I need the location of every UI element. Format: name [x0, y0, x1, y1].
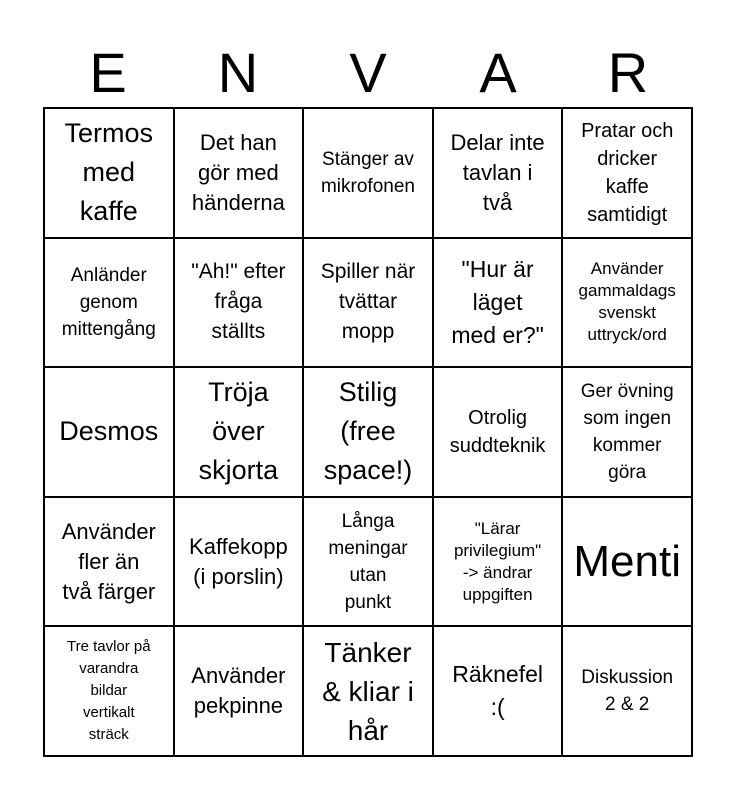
bingo-cell[interactable]: Tröja över skjorta: [174, 367, 304, 497]
bingo-cell[interactable]: "Hur är läget med er?": [433, 238, 563, 368]
bingo-cell[interactable]: Delar inte tavlan i två: [433, 108, 563, 238]
bingo-board: [43, 107, 693, 757]
bingo-cell[interactable]: Räknefel :(: [433, 626, 563, 756]
bingo-cell[interactable]: Långa meningar utan punkt: [303, 497, 433, 627]
bingo-cell[interactable]: Menti: [562, 497, 692, 627]
header-letter-a: A: [479, 41, 517, 104]
bingo-cell[interactable]: Anländer genom mittengång: [44, 238, 174, 368]
bingo-cell[interactable]: "Lärar privilegium" -> ändrar uppgiften: [433, 497, 563, 627]
header-letter-v: V: [349, 41, 387, 104]
bingo-cell[interactable]: Ger övning som ingen kommer göra: [562, 367, 692, 497]
header-letter-n: N: [217, 41, 259, 104]
bingo-cell[interactable]: Pratar och dricker kaffe samtidigt: [562, 108, 692, 238]
bingo-cell-free-space[interactable]: Stilig (free space!): [303, 367, 433, 497]
bingo-header: [43, 38, 693, 108]
bingo-cell[interactable]: Det han gör med händerna: [174, 108, 304, 238]
header-letter-r: R: [607, 41, 649, 104]
bingo-cell[interactable]: Otrolig suddteknik: [433, 367, 563, 497]
bingo-cell[interactable]: Tänker & kliar i hår: [303, 626, 433, 756]
bingo-cell[interactable]: Spiller när tvättar mopp: [303, 238, 433, 368]
header-letter-e: E: [89, 41, 127, 104]
bingo-cell[interactable]: Stänger av mikrofonen: [303, 108, 433, 238]
bingo-cell[interactable]: Använder fler än två färger: [44, 497, 174, 627]
bingo-cell[interactable]: Tre tavlor på varandra bildar vertikalt sträck: [44, 626, 174, 756]
bingo-cell[interactable]: Använder pekpinne: [174, 626, 304, 756]
bingo-cell[interactable]: Kaffekopp (i porslin): [174, 497, 304, 627]
bingo-cell[interactable]: Diskussion 2 & 2: [562, 626, 692, 756]
bingo-cell[interactable]: Desmos: [44, 367, 174, 497]
bingo-cell[interactable]: Termos med kaffe: [44, 108, 174, 238]
bingo-cell[interactable]: Använder gammaldags svenskt uttryck/ord: [562, 238, 692, 368]
bingo-cell[interactable]: "Ah!" efter fråga ställts: [174, 238, 304, 368]
